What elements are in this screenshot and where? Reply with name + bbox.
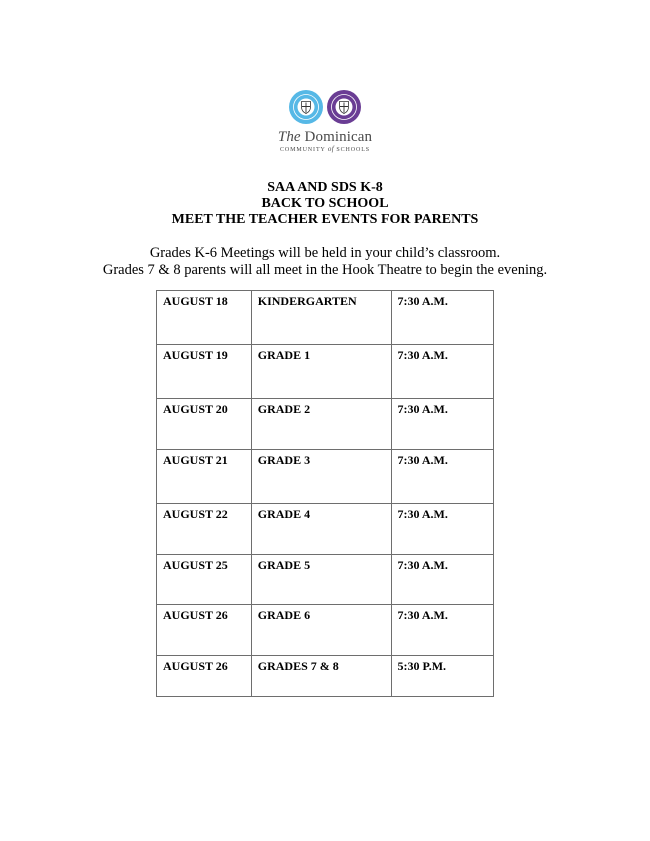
school-logo [0, 90, 650, 154]
intro-line-2: Grades 7 & 8 parents will all meet in the Hook Theatre to begin the evening. [102, 262, 548, 278]
date-cell: AUGUST 26 [157, 656, 252, 697]
brand-subtitle-post: SCHOOLS [336, 147, 371, 153]
grade-cell: GRADE 6 [251, 605, 391, 656]
grade-cell: GRADE 4 [251, 504, 391, 555]
brand-name [0, 129, 650, 145]
brand-subtitle-of: of [327, 145, 334, 153]
table-row [157, 656, 494, 697]
table-row [157, 291, 494, 345]
logo-seals [0, 90, 650, 124]
title-line-1: SAA AND SDS K-8 [267, 180, 383, 195]
schedule-table [156, 290, 494, 697]
right-seal-icon [327, 90, 361, 124]
date-cell: AUGUST 19 [157, 345, 252, 399]
time-cell: 7:30 A.M. [391, 399, 494, 450]
time-cell: 7:30 A.M. [391, 345, 494, 399]
time-cell: 7:30 A.M. [391, 450, 494, 504]
date-cell: AUGUST 20 [157, 399, 252, 450]
table-row [157, 450, 494, 504]
time-cell: 5:30 P.M. [391, 656, 494, 697]
date-cell: AUGUST 18 [157, 291, 252, 345]
title-line-3: MEET THE TEACHER EVENTS FOR PARENTS [171, 212, 479, 227]
table-row [157, 399, 494, 450]
table-row [157, 605, 494, 656]
grade-cell: KINDERGARTEN [251, 291, 391, 345]
table-row [157, 345, 494, 399]
grade-cell: GRADES 7 & 8 [251, 656, 391, 697]
table-row [157, 504, 494, 555]
grade-cell: GRADE 5 [251, 555, 391, 605]
grade-cell: GRADE 2 [251, 399, 391, 450]
intro-line-1: Grades K-6 Meetings will be held in your child’s classroom. [149, 245, 501, 261]
date-cell: AUGUST 26 [157, 605, 252, 656]
brand-name-main: Dominican [304, 129, 373, 145]
grade-cell: GRADE 3 [251, 450, 391, 504]
time-cell: 7:30 A.M. [391, 555, 494, 605]
left-seal-icon [289, 90, 323, 124]
brand-subtitle [0, 145, 650, 154]
table-row [157, 555, 494, 605]
title-line-2: BACK TO SCHOOL [261, 196, 389, 211]
time-cell: 7:30 A.M. [391, 504, 494, 555]
page-title [0, 180, 650, 228]
date-cell: AUGUST 22 [157, 504, 252, 555]
time-cell: 7:30 A.M. [391, 605, 494, 656]
time-cell: 7:30 A.M. [391, 291, 494, 345]
date-cell: AUGUST 25 [157, 555, 252, 605]
grade-cell: GRADE 1 [251, 345, 391, 399]
date-cell: AUGUST 21 [157, 450, 252, 504]
brand-subtitle-pre: COMMUNITY [279, 147, 326, 153]
intro-text [0, 245, 650, 279]
brand-name-the: The [277, 129, 301, 145]
